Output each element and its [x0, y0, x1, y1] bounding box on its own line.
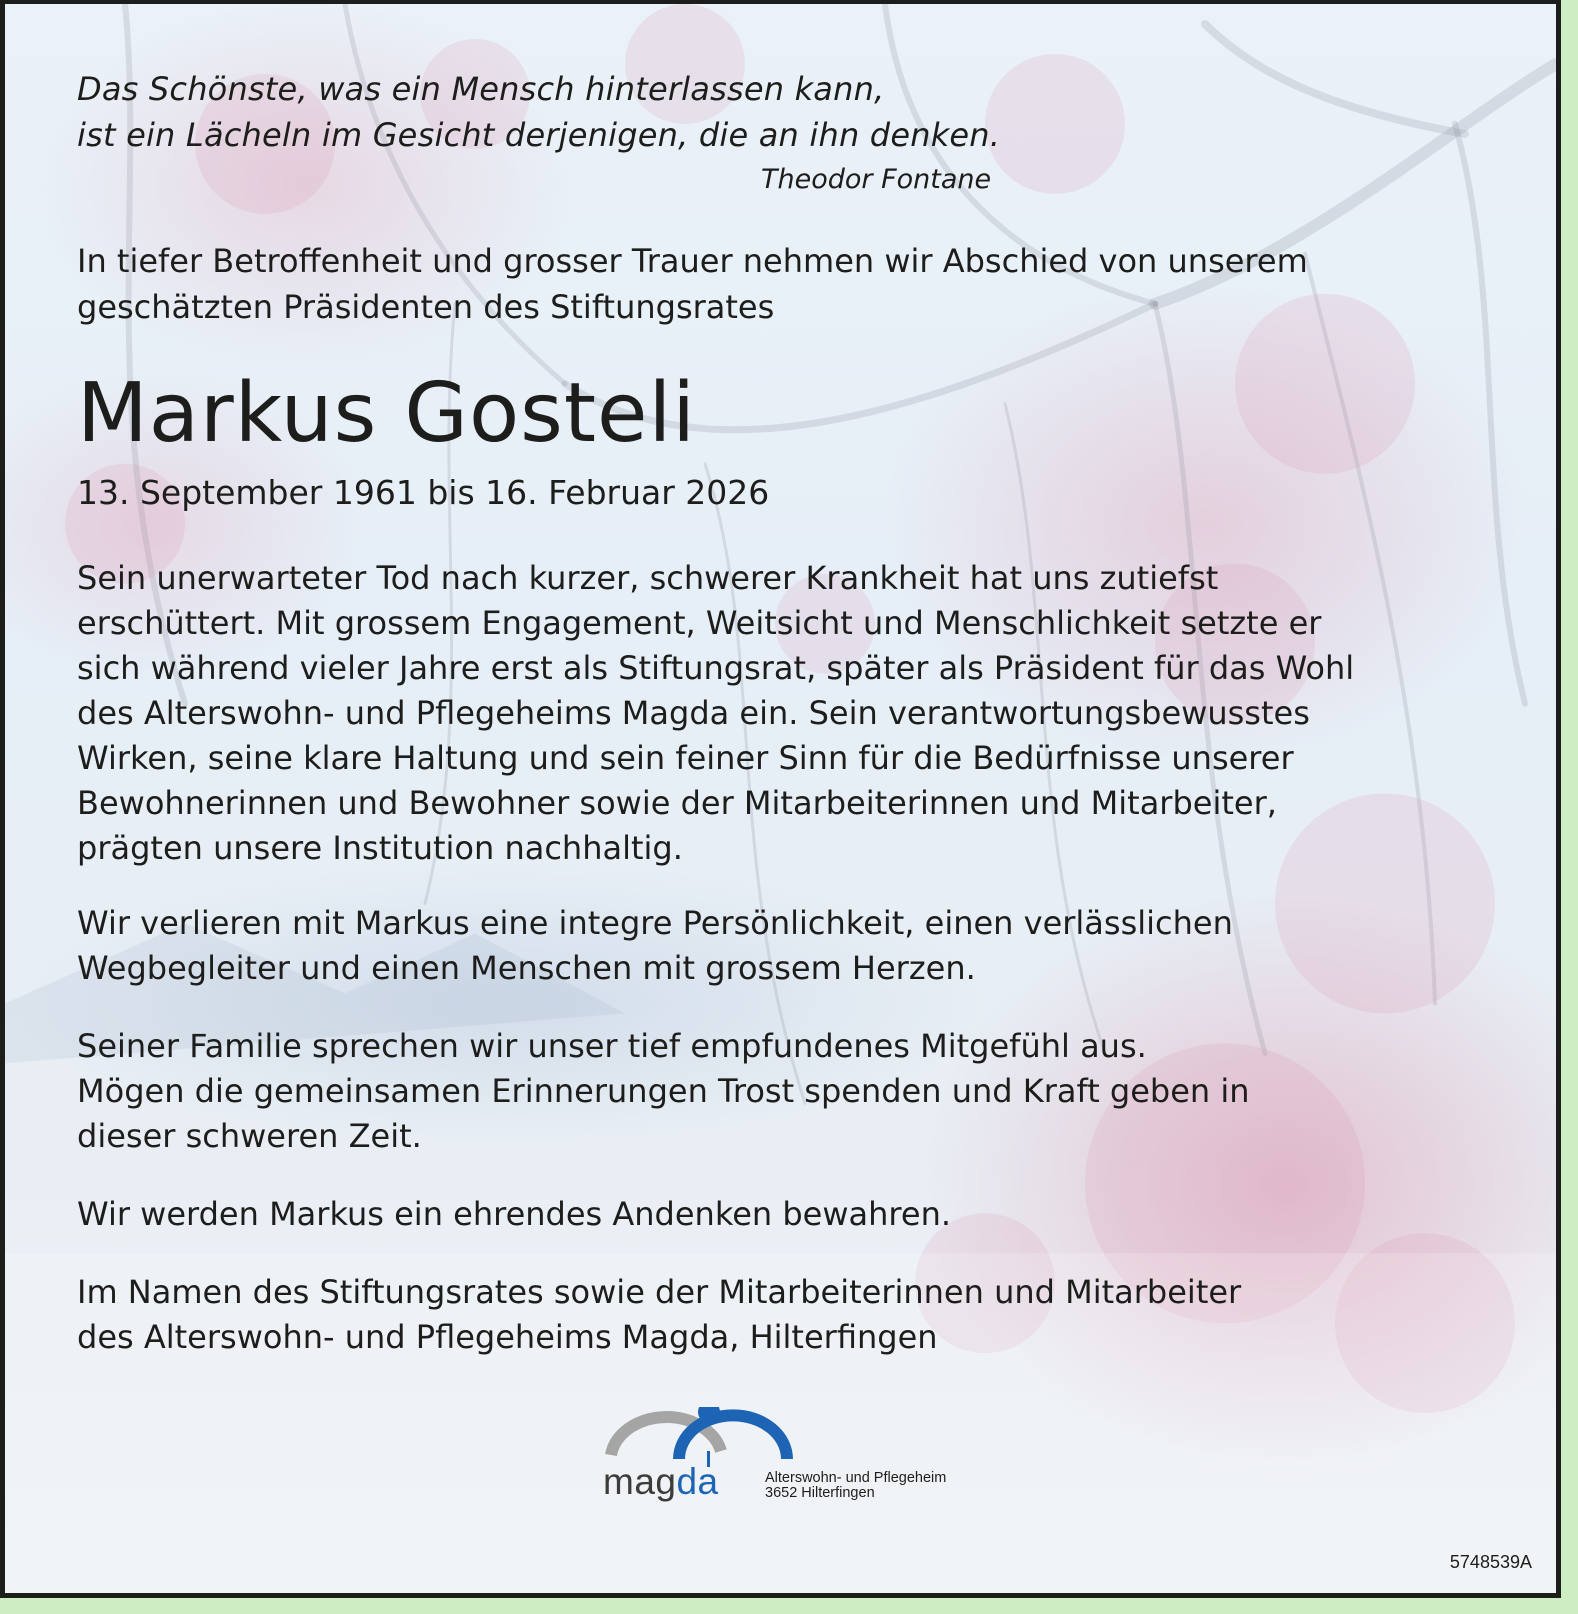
text-line: sich während vieler Jahre erst als Stiftungsrat, später als Präsident für das Wohl: [77, 649, 1355, 687]
deceased-name: Markus Gosteli: [77, 366, 697, 461]
text-line: Wirken, seine klare Haltung und sein feiner Sinn für die Bedürfnisse unserer: [77, 739, 1294, 777]
text-line: des Alterswohn- und Pflegeheims Magda, Hilterfingen: [77, 1318, 938, 1356]
quote-author: Theodor Fontane: [761, 164, 992, 195]
text-line: Wir verlieren mit Markus eine integre Persönlichkeit, einen verlässlichen: [77, 904, 1233, 942]
logo-subtitle-line: Alterswohn- und Pflegeheim: [765, 1470, 947, 1486]
text-line: Seiner Familie sprechen wir unser tief empfundenes Mitgefühl aus.: [77, 1027, 1147, 1065]
text-line: prägten unsere Institution nachhaltig.: [77, 829, 683, 867]
quote-line: ist ein Lächeln im Gesicht derjenigen, die an ihn denken.: [77, 116, 1001, 154]
logo-wordmark: [603, 1461, 719, 1503]
magda-arcs-icon: [603, 1407, 803, 1467]
text-line: des Alterswohn- und Pflegeheims Magda ein. Sein verantwortungsbewusstes: [77, 694, 1310, 732]
text-line: Im Namen des Stiftungsrates sowie der Mitarbeiterinnen und Mitarbeiter: [77, 1273, 1242, 1311]
paragraph-loss: [77, 901, 1497, 991]
logo-wordmark-blue: da: [676, 1461, 719, 1502]
logo-subtitle-line: 3652 Hilterfingen: [765, 1485, 875, 1501]
text-line: dieser schweren Zeit.: [77, 1117, 422, 1155]
paragraph-remembrance: [77, 1192, 1497, 1237]
life-dates: 13. September 1961 bis 16. Februar 2026: [77, 473, 770, 512]
text-line: Wir werden Markus ein ehrendes Andenken bewahren.: [77, 1195, 952, 1233]
logo-subtitle: [765, 1471, 946, 1501]
text-line: Mögen die gemeinsamen Erinnerungen Trost spenden und Kraft geben in: [77, 1072, 1250, 1110]
logo-wordmark-gray: mag: [603, 1461, 677, 1502]
intro-line: geschätzten Präsidenten des Stiftungsrates: [77, 288, 775, 326]
paragraph-tribute: [77, 556, 1497, 871]
text-line: Wegbegleiter und einen Menschen mit grossem Herzen.: [77, 949, 976, 987]
text-line: Bewohnerinnen und Bewohner sowie der Mitarbeiterinnen und Mitarbeiter,: [77, 784, 1277, 822]
quote: [77, 66, 1000, 158]
paragraph-signature: [77, 1270, 1497, 1360]
text-line: erschüttert. Mit grossem Engagement, Weitsicht und Menschlichkeit setzte er: [77, 604, 1322, 642]
ad-id: 5748539A: [1449, 1552, 1532, 1572]
quote-line: Das Schönste, was ein Mensch hinterlassen kann,: [77, 70, 885, 108]
intro-line: In tiefer Betroffenheit und grosser Trauer nehmen wir Abschied von unserem: [77, 242, 1308, 280]
magda-logo: [603, 1409, 983, 1519]
intro-text: [77, 238, 1497, 330]
text-line: Sein unerwarteter Tod nach kurzer, schwerer Krankheit hat uns zutiefst: [77, 559, 1219, 597]
paragraph-condolence: [77, 1024, 1497, 1159]
